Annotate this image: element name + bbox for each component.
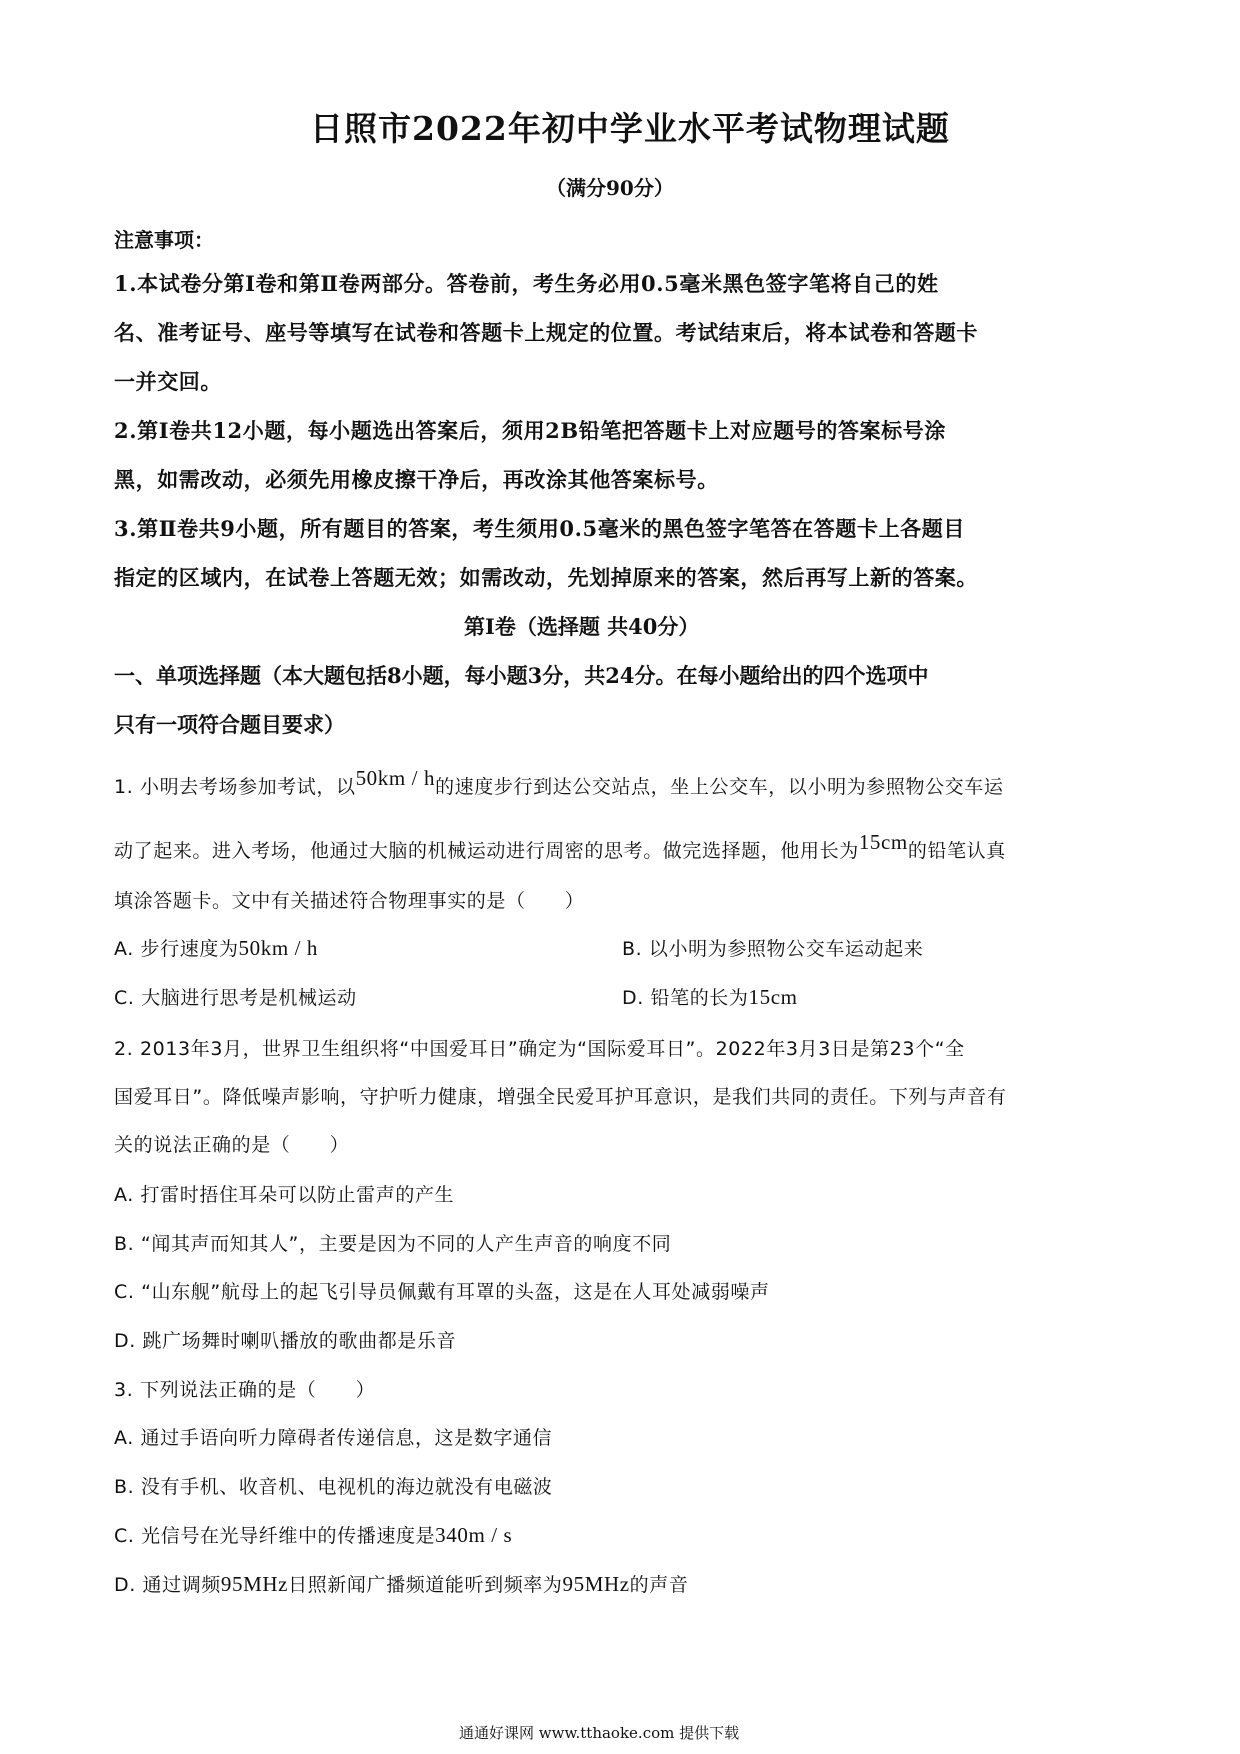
q2-line3: 关的说法正确的是（ ） bbox=[114, 1134, 350, 1156]
q1-line3: 填涂答题卡。文中有关描述符合物理事实的是（ ） bbox=[114, 890, 585, 912]
notes-line: 一并交回。 bbox=[114, 369, 222, 394]
q3-option-d bbox=[114, 1570, 688, 1597]
q1-option-a bbox=[114, 934, 318, 961]
q2-line2: 国爱耳日”。降低噪声影响，守护听力健康，增强全民爱耳护耳意识，是我们共同的责任。下列与声音有 bbox=[114, 1086, 1007, 1108]
q3-option-a: A. 通过手语向听力障碍者传递信息，这是数字通信 bbox=[114, 1427, 553, 1449]
option-text: D. 铅笔的长为 bbox=[622, 987, 749, 1009]
q2-option-a: A. 打雷时捂住耳朵可以防止雷声的产生 bbox=[114, 1184, 455, 1206]
option-text: D. 通过调频 bbox=[114, 1574, 221, 1596]
speed-value: 50km / h bbox=[238, 936, 319, 960]
page-title: 日照市2022年初中学业水平考试物理试题 bbox=[310, 109, 950, 148]
q1-text: 的铅笔认真 bbox=[907, 840, 1006, 862]
q3-option-c bbox=[114, 1521, 512, 1548]
notes-heading: 注意事项： bbox=[114, 228, 214, 252]
section-heading-line1: 一、单项选择题（本大题包括8小题，每小题3分，共24分。在每小题给出的四个选项中 bbox=[114, 663, 929, 688]
notes-line: 黑，如需改动，必须先用橡皮擦干净后，再改涂其他答案标号。 bbox=[114, 467, 719, 492]
q2-option-d: D. 跳广场舞时喇叭播放的歌曲都是乐音 bbox=[114, 1330, 457, 1352]
option-text: C. 光信号在光导纤维中的传播速度是 bbox=[114, 1525, 436, 1547]
length-value: 15cm bbox=[748, 985, 798, 1009]
notes-line: 指定的区域内，在试卷上答题无效；如需改动，先划掉原来的答案，然后再写上新的答案。 bbox=[114, 565, 978, 590]
notes-line: 3.第Ⅱ卷共9小题，所有题目的答案，考生须用0.5毫米的黑色签字笔答在答题卡上各题目 bbox=[114, 516, 965, 541]
footer-text: 通通好课网 www.tthaoke.com 提供下载 bbox=[459, 1724, 740, 1742]
section-heading-line2: 只有一项符合题目要求） bbox=[114, 712, 345, 737]
frequency-value: 95MHz bbox=[562, 1572, 630, 1596]
q2-line1: 2. 2013年3月，世界卫生组织将“中国爱耳日”确定为“国际爱耳日”。2022年3月3日是第23个“全 bbox=[114, 1038, 965, 1060]
option-text: 日照新闻广播频道能听到频率为 bbox=[288, 1574, 563, 1596]
q3-line1: 3. 下列说法正确的是（ ） bbox=[114, 1379, 376, 1401]
q1-line1 bbox=[114, 766, 1004, 799]
q1-text: 1. 小明去考场参加考试，以 bbox=[114, 776, 356, 798]
speed-value: 340m / s bbox=[435, 1523, 513, 1547]
q1-line2 bbox=[114, 830, 1006, 863]
q1-text: 动了起来。进入考场，他通过大脑的机械运动进行周密的思考。做完选择题，他用长为 bbox=[114, 840, 859, 862]
q1-option-c: C. 大脑进行思考是机械运动 bbox=[114, 987, 357, 1009]
speed-value: 50km / h bbox=[355, 766, 436, 790]
q1-text: 的速度步行到达公交站点，坐上公交车，以小明为参照物公交车运 bbox=[435, 776, 1004, 798]
q2-option-c: C. “山东舰”航母上的起飞引导员佩戴有耳罩的头盔，这是在人耳处减弱噪声 bbox=[114, 1281, 770, 1303]
option-text: 的声音 bbox=[629, 1574, 689, 1596]
option-text: A. 步行速度为 bbox=[114, 938, 239, 960]
notes-line: 2.第Ⅰ卷共12小题，每小题选出答案后，须用2B铅笔把答题卡上对应题号的答案标号涂 bbox=[114, 418, 946, 443]
q3-option-b: B. 没有手机、收音机、电视机的海边就没有电磁波 bbox=[114, 1476, 553, 1498]
notes-line: 1.本试卷分第Ⅰ卷和第Ⅱ卷两部分。答卷前，考生务必用0.5毫米黑色签字笔将自己的姓 bbox=[114, 271, 939, 296]
part1-heading: 第Ⅰ卷（选择题 共40分） bbox=[464, 614, 700, 639]
q2-option-b: B. “闻其声而知其人”，主要是因为不同的人产生声音的响度不同 bbox=[114, 1233, 672, 1255]
notes-line: 名、准考证号、座号等填写在试卷和答题卡上规定的位置。考试结束后，将本试卷和答题卡 bbox=[114, 320, 978, 345]
page-subtitle: （满分90分） bbox=[546, 176, 674, 200]
q1-option-d bbox=[622, 983, 798, 1010]
frequency-value: 95MHz bbox=[220, 1572, 289, 1596]
q1-option-b: B. 以小明为参照物公交车运动起来 bbox=[622, 938, 924, 960]
length-value: 15cm bbox=[858, 830, 908, 854]
